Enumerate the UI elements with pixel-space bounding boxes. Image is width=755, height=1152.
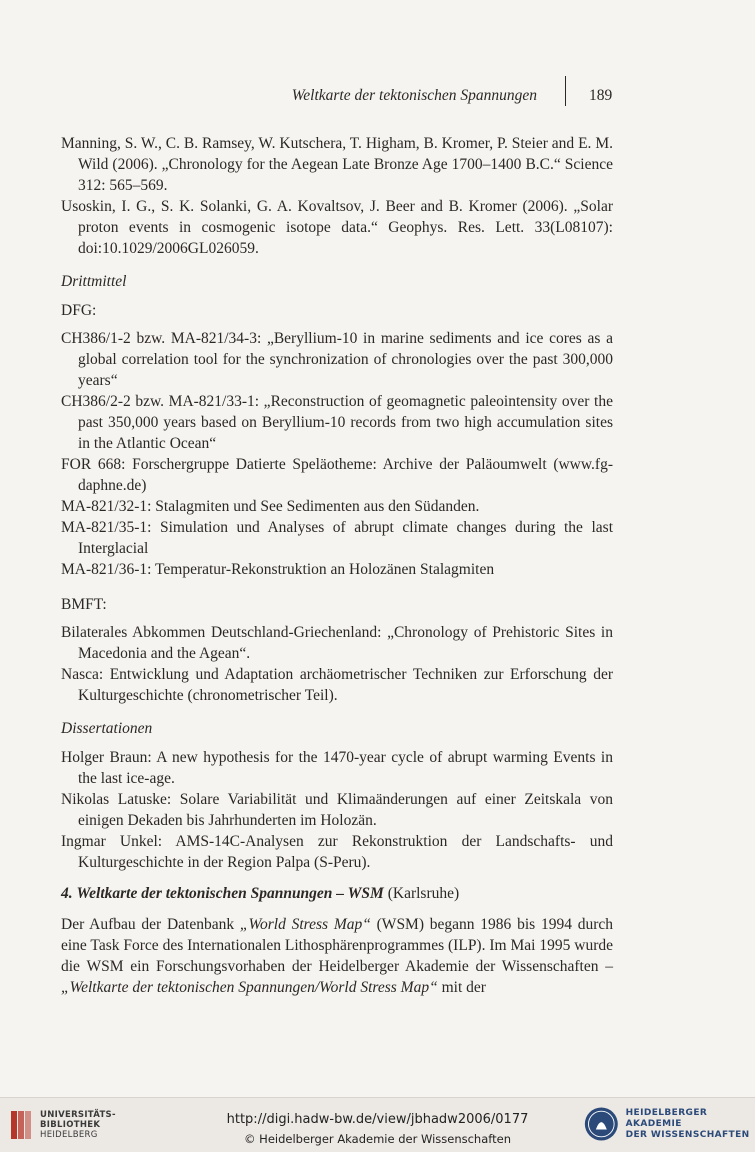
grant-entry: Nasca: Entwicklung und Adaptation archäometrischer Techniken zur Erforschung der Kulturgeschichte (chronometrischer Teil). — [61, 666, 613, 704]
grant-entry: CH386/2-2 bzw. MA-821/33-1: „Reconstruction of geomagnetic paleointensity over the past 350,000 years based on Beryllium-10 records from two high accumulation sites in the Atlantic Ocean“ — [61, 393, 613, 452]
grant-entry: MA-821/32-1: Stalagmiten und See Sedimenten aus den Südanden. — [61, 498, 480, 515]
hadw-logo[interactable] — [583, 1104, 755, 1144]
reference-entry: Manning, S. W., C. B. Ramsey, W. Kutschera, T. Higham, B. Kromer, P. Steier and E. M. Wild (2006). „Chronology for the Aegean Late Bronze Age 1700–1400 B.C.“ Science 312: 565–569. — [61, 135, 613, 194]
hadw-wordmark: HEIDELBERGER AKADEMIE DER WISSENSCHAFTEN — [625, 1107, 750, 1140]
ub-wordmark: UNIVERSITÄTS- BIBLIOTHEK HEIDELBERG — [40, 1110, 116, 1140]
grant-entry: MA-821/35-1: Simulation und Analyses of abrupt climate changes during the last Interglacial — [61, 519, 613, 557]
dissertation-entry: Nikolas Latuske: Solare Variabilität und Klimaänderungen auf einer Zeitskala von einigen Dekaden bis Jahrhunderten im Holozän. — [61, 791, 613, 829]
page-number: 189 — [589, 87, 613, 104]
body-paragraph: Der Aufbau der Datenbank „World Stress Map“ (WSM) begann 1986 bis 1994 durch eine Task Force des Internationalen Lithosphärenprogrammes (ILP). Im Mai 1995 wurde die WSM ein Forschungsvorhaben der Heidelberger Akademie der Wissenschaften – „Weltkarte der tektonischen Spannungen/World Stress Map“ mit der — [61, 916, 614, 996]
chapter-number: 4. — [61, 885, 73, 902]
running-title: Weltkarte der tektonischen Spannungen — [291, 87, 537, 104]
reference-entry: Usoskin, I. G., S. K. Solanki, G. A. Kovaltsov, J. Beer and B. Kromer (2006). „Solar proton events in cosmogenic isotope data.“ Geophys. Res. Lett. 33(L08107): doi:10.1029/2006GL026059. — [61, 198, 613, 257]
grant-entry: CH386/1-2 bzw. MA-821/34-3: „Beryllium-10 in marine sediments and ice cores as a global correlation tool for the synchronization of chronologies over the past 300,000 years“ — [61, 330, 613, 389]
chapter-title: Weltkarte der tektonischen Spannungen – WSM — [76, 885, 384, 902]
funder-label-dfg: DFG: — [61, 302, 97, 319]
permalink[interactable]: http://digi.hadw-bw.de/view/jbhadw2006/0177 — [226, 1112, 529, 1127]
chapter-heading — [61, 883, 613, 904]
dissertation-entry: Ingmar Unkel: AMS-14C-Analysen zur Rekonstruktion der Landschafts- und Kulturgeschichte in der Region Palpa (S-Peru). — [61, 833, 613, 871]
project-title: „Weltkarte der tektonischen Spannungen/World Stress Map“ — [61, 979, 438, 996]
dissertation-entry: Holger Braun: A new hypothesis for the 1470-year cycle of abrupt warming Events in the last ice-age. — [61, 749, 613, 787]
digitization-footer — [0, 1097, 755, 1152]
grant-entry: MA-821/36-1: Temperatur-Rekonstruktion an Holozänen Stalagmiten — [61, 561, 495, 578]
academy-seal-icon — [583, 1104, 620, 1144]
grant-entry: Bilaterales Abkommen Deutschland-Griechenland: „Chronology of Prehistoric Sites in Macedonia and the Agean“. — [61, 624, 613, 662]
wsm-title: „World Stress Map“ — [239, 916, 371, 933]
section-heading-drittmittel: Drittmittel — [61, 273, 127, 290]
running-header — [0, 86, 755, 110]
section-heading-dissertationen: Dissertationen — [61, 720, 153, 737]
copyright-notice: © Heidelberger Akademie der Wissenschaften — [244, 1132, 511, 1146]
funder-label-bmft: BMFT: — [61, 596, 107, 613]
header-divider — [565, 76, 566, 106]
grant-entry: FOR 668: Forschergruppe Datierte Speläotheme: Archive der Paläoumwelt (www.fg-daphne.de) — [61, 456, 613, 494]
chapter-location: (Karlsruhe) — [387, 885, 460, 902]
page-body — [61, 133, 613, 998]
